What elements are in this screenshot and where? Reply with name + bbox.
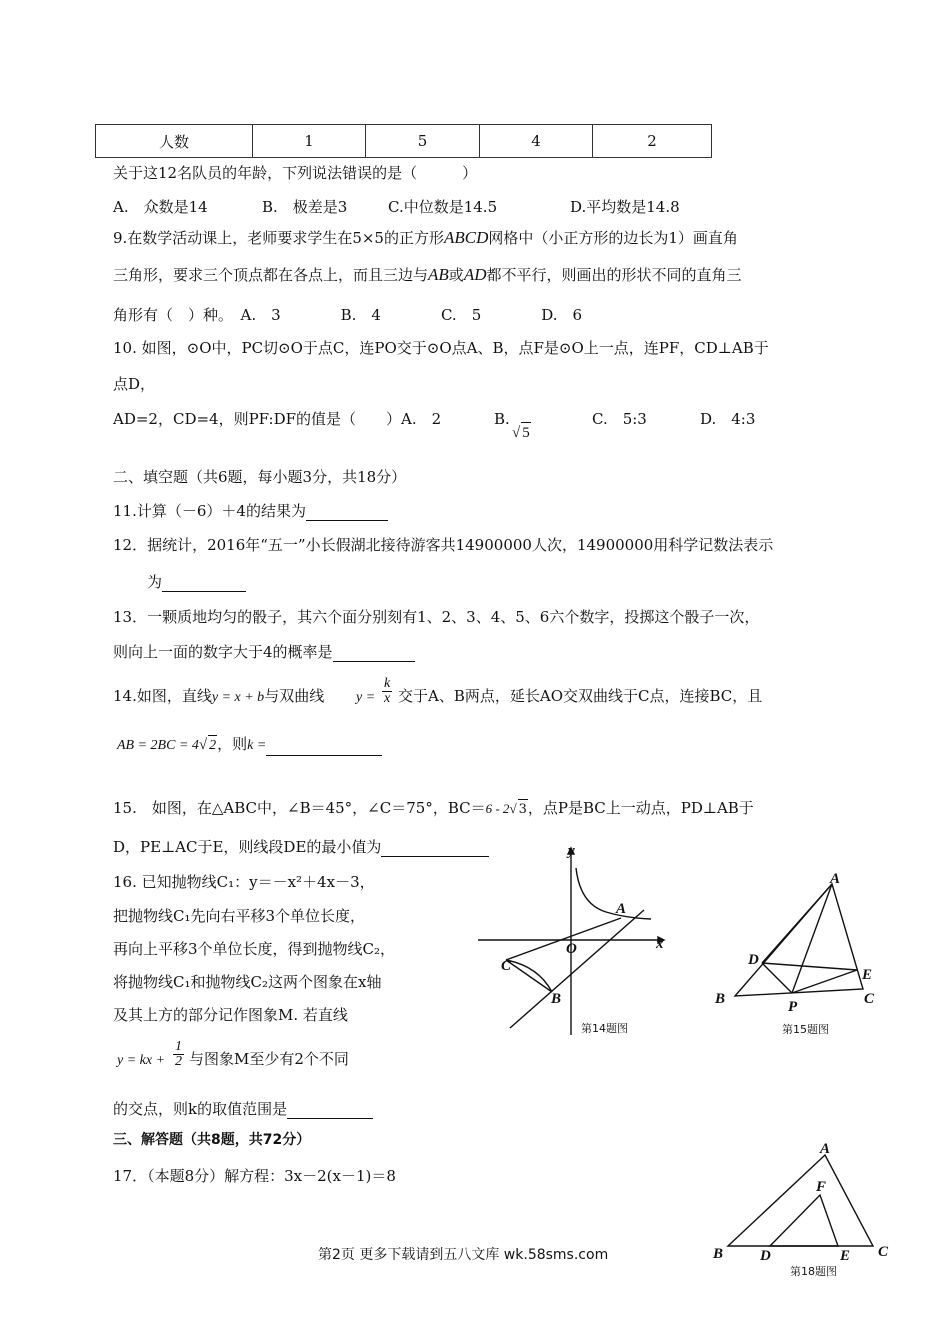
q16-half xyxy=(173,1040,184,1069)
q11-answer-blank xyxy=(306,504,388,521)
q16-answer-blank xyxy=(287,1102,373,1119)
q16-line7 xyxy=(113,1099,373,1119)
q15-line2-text: D，PE⊥AC于E，则线段DE的最小值为 xyxy=(113,838,382,856)
q10-sqrt5-value: 5 xyxy=(521,422,531,443)
label-d: D xyxy=(760,1248,771,1264)
q14-a: 14.如图，直线 xyxy=(113,687,212,705)
q10-option-d: D. 4:3 xyxy=(700,410,756,428)
q16-half-n: 1 xyxy=(175,1039,182,1054)
fig14-caption: 第14题图 xyxy=(581,1022,628,1035)
q9-line2b: 都不平行，则画出的形状不同的直角三 xyxy=(486,266,742,284)
q15-line1: 15. 如图，在△ABC中，∠B＝45°，∠C＝75°，BC＝6 - 2√ 3，点P是BC上一动点，PD⊥AB于 xyxy=(113,798,754,820)
label-x: x xyxy=(656,936,664,952)
label-a: A xyxy=(830,871,841,887)
label-o: O xyxy=(566,941,577,957)
q15-line2 xyxy=(113,837,489,857)
q16-line3: 再向上平移3个单位长度，得到抛物线C₂， xyxy=(113,940,396,958)
table-cell: 4 xyxy=(480,125,593,157)
q10-option-b-label: B. xyxy=(494,410,510,428)
q15-line1a: 15. 如图，在△ABC中，∠B＝45°，∠C＝75°，BC＝ xyxy=(113,799,486,817)
segment-dp xyxy=(762,963,792,993)
figure-15 xyxy=(710,866,880,1038)
q14-eq2b: 2 xyxy=(208,735,217,756)
label-e: E xyxy=(840,1248,851,1264)
table-cell: 1 xyxy=(253,125,366,157)
q8-stem: 关于这12名队员的年龄，下列说法错误的是（ ） xyxy=(113,164,478,182)
label-b: B xyxy=(551,991,562,1007)
q9-line1b: 网格中（小正方形的边长为1）画直角 xyxy=(488,229,738,247)
q10-option-c: C. 5:3 xyxy=(592,410,647,428)
label-c: C xyxy=(864,991,875,1007)
table-cell: 2 xyxy=(647,132,657,150)
q12-line1: 12．据统计，2016年“五一”小长假湖北接待游客共14900000人次，14900000用科学记数法表示 xyxy=(113,536,774,554)
q14-k: k xyxy=(384,676,391,691)
q12-line2-text: 为 xyxy=(147,573,163,591)
label-b: B xyxy=(715,991,726,1007)
q8-option-c: C.中位数是14.5 xyxy=(388,198,498,216)
q14-hyperbola xyxy=(356,686,375,708)
q14-line1 xyxy=(113,686,324,708)
label-a: A xyxy=(820,1141,831,1157)
q16-half-d: 2 xyxy=(175,1054,182,1069)
fig15-caption: 第15题图 xyxy=(782,1023,829,1036)
label-c: C xyxy=(878,1244,889,1260)
q15-line1b: ，点P是BC上一动点，PD⊥AB于 xyxy=(527,799,754,817)
q16-line5: 及其上方的部分记作图象M. 若直线 xyxy=(113,1006,348,1024)
q9-line1a: 9.在数学活动课上，老师要求学生在5×5的正方形 xyxy=(113,229,444,247)
label-b: B xyxy=(713,1246,724,1262)
figure-14 xyxy=(476,840,676,1040)
segment-bc xyxy=(506,960,552,992)
q10-line2: 点D， xyxy=(113,375,156,393)
q10-line1: 10. 如图，⊙O中，PC切⊙O于点C，连PO交于⊙O点A、B，点F是⊙O上一点，连PF，CD⊥AB于 xyxy=(113,339,769,357)
label-y: y xyxy=(568,843,575,859)
q9-line3: 角形有（ ）种。 A. 3 B. 4 C. 5 D. 6 xyxy=(113,306,583,324)
q9-ad: AD xyxy=(463,265,487,284)
q14-fraction xyxy=(382,677,392,706)
q15-answer-blank xyxy=(381,840,489,857)
q12-answer-blank xyxy=(162,575,246,592)
q13-answer-blank xyxy=(333,645,415,662)
q16-line7-text: 的交点，则k的取值范围是 xyxy=(113,1100,288,1118)
segment-da xyxy=(762,884,832,963)
q14-eq2a: AB = 2BC = 4 xyxy=(117,738,199,753)
label-e: E xyxy=(862,967,873,983)
segment-de xyxy=(762,963,857,970)
q9-line2a: 三角形，要求三个顶点都在各点上，而且三边与 xyxy=(113,266,429,284)
q10-option-b xyxy=(494,409,510,429)
q14-d: ，则 xyxy=(217,735,248,753)
section2-heading: 二、填空题（共6题，每小题3分，共18分） xyxy=(113,468,407,486)
q17: 17．（本题8分）解方程：3x－2(x－1)＝8 xyxy=(113,1167,396,1185)
q8-option-a: A. 众数是14 xyxy=(113,198,208,216)
label-d: D xyxy=(748,952,759,968)
triangle-abc xyxy=(728,1155,873,1246)
q8-option-d: D.平均数是14.8 xyxy=(570,198,680,216)
q16-line6b: 与图象M至少有2个不同 xyxy=(189,1050,349,1068)
label-f: F xyxy=(816,1179,827,1195)
q9-or: 或 xyxy=(448,266,464,284)
q12-line2 xyxy=(147,572,246,592)
age-count-table xyxy=(95,124,712,158)
q9-abcd: ABCD xyxy=(443,228,489,247)
label-p: P xyxy=(788,999,798,1015)
q14-line2: AB = 2BC = 4√ 2，则k = xyxy=(117,734,382,756)
q14-c: 交于A、B两点，延长AO交双曲线于C点，连接BC，且 xyxy=(398,687,763,705)
q14-answer-blank xyxy=(266,739,382,756)
figure-18 xyxy=(710,1138,900,1278)
q13-line2-text: 则向上一面的数字大于4的概率是 xyxy=(113,643,333,661)
q14-x: x xyxy=(384,691,391,706)
section3-heading: 三、解答题（共8题，共72分） xyxy=(113,1132,311,1148)
triangle-abc xyxy=(735,884,863,996)
q14-keq: k = xyxy=(247,738,267,753)
segment-ap xyxy=(792,884,832,993)
q16-line4: 将抛物线C₁和抛物线C₂这两个图象在x轴 xyxy=(113,973,382,991)
q15-sqrt3: 3 xyxy=(518,799,528,820)
q10-sqrt5: √ 5 xyxy=(512,422,531,443)
q9-line2 xyxy=(113,265,742,285)
page-footer: 第2页 更多下载请到五八文库 wk.58sms.com xyxy=(318,1247,609,1263)
triangle-def xyxy=(770,1195,838,1246)
q14-b: 与双曲线 xyxy=(264,687,325,705)
q16-line6 xyxy=(117,1049,165,1071)
segment-ac xyxy=(506,918,621,960)
q13-line1: 13．一颗质地均匀的骰子，其六个面分别刻有1、2、3、4、5、6六个数字，投掷这个骰子一次， xyxy=(113,608,760,626)
label-c: C xyxy=(501,958,512,974)
fig18-caption: 第18题图 xyxy=(790,1265,837,1278)
q13-line2 xyxy=(113,642,415,662)
q11 xyxy=(113,501,388,521)
q16-line2: 把抛物线C₁先向右平移3个单位长度， xyxy=(113,907,366,925)
q11-text: 11.计算（－6）＋4的结果为 xyxy=(113,502,306,520)
q16-line1: 16. 已知抛物线C₁：y＝－x²＋4x－3， xyxy=(113,873,375,891)
hyperbola-branch-upper xyxy=(576,868,651,919)
table-header-cell: 人数 xyxy=(96,125,253,157)
q15-bc-value: 6 - 2 xyxy=(485,801,510,816)
q14-eq1: y = x + b xyxy=(211,690,265,705)
q8-option-b: B. 极差是3 xyxy=(262,198,348,216)
q9-line1 xyxy=(113,228,738,248)
q16-eq: y = kx + xyxy=(117,1053,166,1068)
q10-line3: AD=2，CD=4，则PF:DF的值是（ ）A. 2 xyxy=(113,410,442,428)
label-a: A xyxy=(616,901,627,917)
q9-ab: AB xyxy=(428,265,449,284)
table-cell: 5 xyxy=(366,125,480,157)
q14-y: y = xyxy=(356,690,376,705)
